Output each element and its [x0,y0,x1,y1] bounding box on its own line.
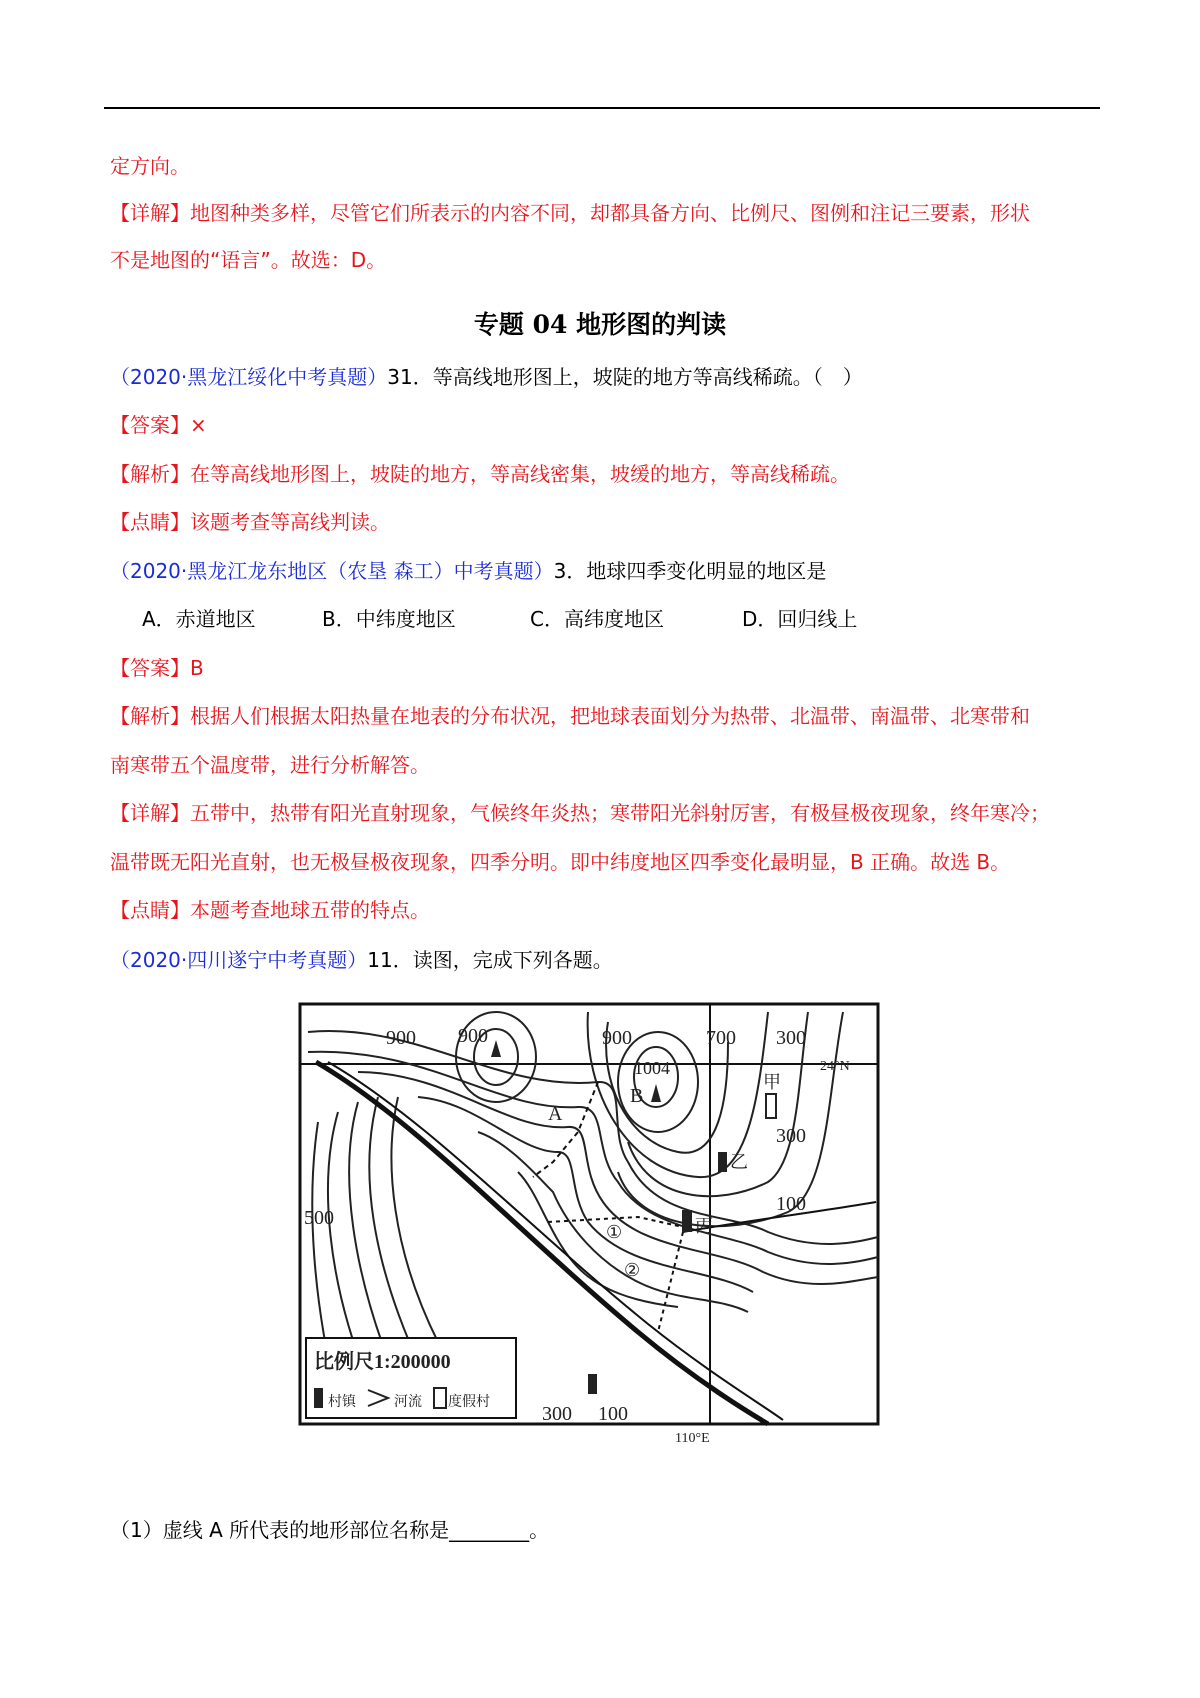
q2-detail-line2: 温带既无阳光直射，也无极昼极夜现象，四季分明。即中纬度地区四季变化最明显，B 正确。故选 B。 [110,850,1011,874]
svg-text:1004: 1004 [634,1058,670,1078]
svg-text:24°N: 24°N [820,1059,850,1074]
q1-answer: 【答案】× [110,413,207,437]
svg-text:甲: 甲 [763,1072,781,1092]
q2-point: 【点睛】本题考查地球五带的特点。 [110,898,430,922]
top-fragment: 定方向。 [110,154,190,178]
svg-text:300: 300 [776,1027,806,1049]
q2-analysis-line1: 【解析】根据人们根据太阳热量在地表的分布状况，把地球表面划分为热带、北温带、南温带、北寒带和 [110,704,1030,728]
svg-text:A: A [548,1103,563,1125]
q1-source: （2020·黑龙江绥化中考真题） [110,365,388,389]
svg-text:900: 900 [602,1027,632,1049]
svg-text:100: 100 [776,1193,806,1215]
legend-town-icon [314,1388,323,1408]
svg-text:B: B [630,1085,644,1107]
svg-text:②: ② [624,1260,641,1280]
svg-text:①: ① [606,1222,623,1242]
svg-text:300: 300 [542,1403,572,1425]
legend-river-label: 河流 [394,1395,422,1410]
svg-text:乙: 乙 [730,1152,748,1172]
q2-analysis-line2: 南寒带五个温度带，进行分析解答。 [110,753,430,777]
svg-text:110°E: 110°E [675,1431,710,1442]
q2-detail-line1: 【详解】五带中，热带有阳光直射现象，气候终年炎热；寒带阳光斜射厉害，有极昼极夜现象，终年寒冷； [110,801,1050,825]
q1-question-line: （2020·黑龙江绥化中考真题）31．等高线地形图上，坡陡的地方等高线稀疏。（ ） [110,365,863,389]
town-icon-bing [682,1210,692,1232]
q2-answer: 【答案】B [110,656,204,680]
q2-option-a: A．赤道地区 [142,607,256,631]
svg-text:900: 900 [458,1025,488,1047]
q2-option-c: C．高纬度地区 [530,607,664,631]
q0-detail-line2: 不是地图的“语言”。故选：D。 [110,248,387,272]
svg-text:500: 500 [304,1207,334,1229]
contour-map [298,1002,890,1442]
svg-text:700: 700 [706,1027,736,1049]
q3-sub1: （1）虚线 A 所代表的地形部位名称是________。 [110,1518,550,1542]
section-title: 专题 04 地形图的判读 [473,310,727,339]
svg-text:300: 300 [776,1125,806,1147]
q3-source: （2020·四川遂宁中考真题） [110,948,368,972]
q2-question-line: （2020·黑龙江龙东地区（农垦 森工）中考真题）3．地球四季变化明显的地区是 [110,559,827,583]
scale-label: 比例尺1:200000 [314,1351,451,1373]
legend-town-label: 村镇 [328,1395,356,1410]
q3-question-line: （2020·四川遂宁中考真题）11．读图，完成下列各题。 [110,948,613,972]
q1-point: 【点睛】该题考查等高线判读。 [110,510,390,534]
q2-source: （2020·黑龙江龙东地区（农垦 森工）中考真题） [110,559,554,583]
q0-detail-line1: 【详解】地图种类多样，尽管它们所表示的内容不同，却都具备方向、比例尺、图例和注记三要素，形状 [110,201,1030,225]
svg-text:100: 100 [598,1403,628,1425]
legend-resort-label: 度假村 [448,1395,490,1410]
svg-text:900: 900 [386,1027,416,1049]
town-icon-yi [718,1152,727,1172]
q1-analysis: 【解析】在等高线地形图上，坡陡的地方，等高线密集，坡缓的地方，等高线稀疏。 [110,462,850,486]
town-icon-south [588,1374,597,1394]
q2-option-b: B．中纬度地区 [322,607,456,631]
header-rule [104,107,1100,109]
svg-text:丙: 丙 [695,1216,713,1236]
q2-option-d: D．回归线上 [742,607,858,631]
